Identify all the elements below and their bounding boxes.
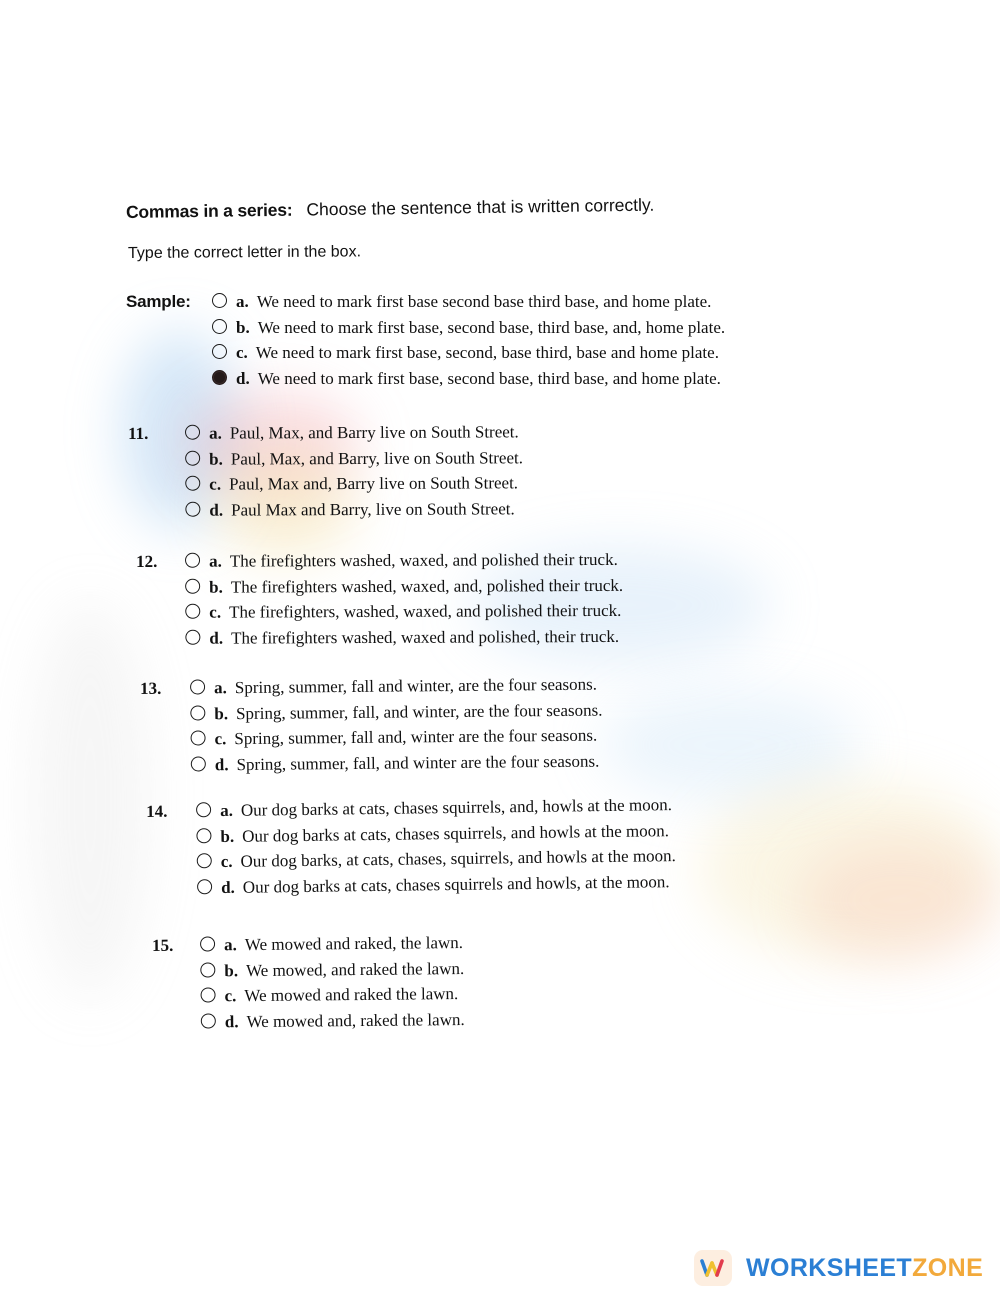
option-row[interactable] <box>185 448 523 475</box>
option-row[interactable] <box>191 751 603 780</box>
radio-button[interactable] <box>185 578 200 593</box>
option-text: The firefighters washed, waxed, and, polished their truck. <box>230 575 624 597</box>
option-row[interactable] <box>185 422 523 449</box>
worksheet-instruction: Choose the sentence that is written correctly. <box>306 194 655 220</box>
question-number: 14. <box>146 801 168 821</box>
option-letter: a. <box>223 935 237 955</box>
option-letter: b. <box>209 577 223 597</box>
question-number: 11. <box>128 423 149 443</box>
radio-button[interactable] <box>200 962 215 977</box>
option-text: Spring, summer, fall, and winter, are the four seasons. <box>235 700 603 723</box>
question-number: 15. <box>152 935 174 955</box>
option-text: Paul, Max and, Barry live on South Street. <box>229 473 519 494</box>
radio-button[interactable] <box>212 293 227 308</box>
option-letter: b. <box>220 826 235 846</box>
brand-primary-text: WORKSHEET <box>746 1253 913 1282</box>
option-letter: d. <box>236 368 250 388</box>
option-letter: b. <box>236 317 250 337</box>
worksheetzone-logo-icon <box>694 1250 732 1286</box>
option-text: Paul, Max, and Barry, live on South Street. <box>230 447 524 469</box>
radio-button[interactable] <box>196 802 211 817</box>
option-letter: a. <box>213 678 227 698</box>
question-number: 13. <box>140 678 162 698</box>
sample-options-list <box>212 292 725 394</box>
option-row[interactable] <box>200 959 464 987</box>
worksheet-header <box>126 195 655 223</box>
option-letter: a. <box>236 292 249 311</box>
sample-label: Sample: <box>126 292 191 311</box>
options-list <box>196 795 676 903</box>
worksheetzone-branding <box>694 1250 983 1286</box>
radio-button[interactable] <box>200 987 215 1002</box>
option-row[interactable] <box>185 499 523 526</box>
question-number: 12. <box>136 551 158 571</box>
option-letter: d. <box>224 1011 239 1031</box>
option-row[interactable] <box>212 343 725 369</box>
worksheetzone-wordmark <box>746 1254 983 1283</box>
radio-button[interactable] <box>191 756 206 771</box>
option-row[interactable] <box>185 550 623 577</box>
radio-button[interactable] <box>212 344 227 359</box>
option-text: The firefighters, washed, waxed, and polished their truck. <box>229 600 622 622</box>
option-text: Paul Max and Barry, live on South Street. <box>231 498 515 520</box>
option-row[interactable] <box>185 601 623 628</box>
option-row[interactable] <box>200 984 464 1012</box>
option-letter: b. <box>224 960 239 980</box>
option-letter: d. <box>209 500 224 520</box>
option-text: The firefighters washed, waxed, and polished their truck. <box>229 549 618 571</box>
option-row[interactable] <box>190 726 602 755</box>
option-letter: c. <box>209 602 222 622</box>
option-letter: b. <box>209 449 223 469</box>
radio-button[interactable] <box>212 319 227 334</box>
option-letter: d. <box>214 754 229 774</box>
option-letter: a. <box>219 800 233 821</box>
options-list <box>190 675 603 781</box>
option-text: Our dog barks at cats, chases squirrels, and, howls at the moon. <box>240 795 673 820</box>
option-letter: a. <box>208 423 222 443</box>
radio-button[interactable] <box>185 553 200 568</box>
option-text: We mowed, and raked the lawn. <box>245 958 465 980</box>
option-text: We need to mark first base, second, base third, base and home plate. <box>255 343 719 362</box>
option-text: Paul, Max, and Barry live on South Street. <box>229 422 519 443</box>
option-letter: c. <box>209 474 222 494</box>
option-row[interactable] <box>197 872 676 904</box>
radio-button[interactable] <box>190 705 205 720</box>
option-row[interactable] <box>200 933 464 961</box>
radio-button[interactable] <box>185 476 200 491</box>
option-row[interactable] <box>190 700 602 729</box>
radio-button[interactable] <box>185 501 200 516</box>
radio-button[interactable] <box>185 604 200 619</box>
radio-button[interactable] <box>200 936 215 951</box>
option-text: Our dog barks at cats, chases squirrels and howls, at the moon. <box>242 871 670 897</box>
option-row[interactable] <box>185 575 623 602</box>
option-text: Our dog barks, at cats, chases, squirrels, and howls at the moon. <box>240 846 676 871</box>
options-list <box>200 933 465 1038</box>
option-letter: c. <box>220 851 233 872</box>
radio-button-selected[interactable] <box>212 370 227 385</box>
option-text: The firefighters washed, waxed and polished, their truck. <box>231 626 620 648</box>
worksheet-subinstruction: Type the correct letter in the box. <box>127 243 362 262</box>
option-letter: b. <box>214 703 229 723</box>
radio-button[interactable] <box>185 425 200 440</box>
option-text: We need to mark first base, second base, third base, and home plate. <box>257 368 721 388</box>
radio-button[interactable] <box>197 853 212 868</box>
radio-button[interactable] <box>190 730 205 745</box>
option-letter: d. <box>220 877 235 897</box>
radio-button[interactable] <box>185 629 200 644</box>
options-list <box>185 550 623 654</box>
option-text: We mowed and raked the lawn. <box>244 984 459 1006</box>
options-list <box>185 422 523 525</box>
option-text: We mowed and raked, the lawn. <box>244 933 464 955</box>
radio-button[interactable] <box>197 879 212 894</box>
option-text: Spring, summer, fall and, winter are the four seasons. <box>234 725 598 749</box>
option-row[interactable] <box>185 626 623 653</box>
option-letter: c. <box>214 729 227 749</box>
option-text: Our dog barks at cats, chases squirrels, and howls at the moon. <box>242 820 670 846</box>
option-text: Spring, summer, fall and winter, are the four seasons. <box>234 674 598 698</box>
option-letter: a. <box>208 551 222 571</box>
radio-button[interactable] <box>185 450 200 465</box>
radio-button[interactable] <box>196 828 211 843</box>
option-text: We need to mark first base second base third base, and home plate. <box>256 292 712 311</box>
radio-button[interactable] <box>201 1013 216 1028</box>
option-letter: c. <box>236 343 248 362</box>
page-title: Commas in a series: <box>125 199 293 222</box>
option-row[interactable] <box>212 292 725 318</box>
option-row[interactable] <box>201 1010 465 1038</box>
option-text: Spring, summer, fall, and winter are the four seasons. <box>236 751 600 774</box>
radio-button[interactable] <box>190 679 205 694</box>
option-letter: d. <box>209 628 224 648</box>
option-row[interactable] <box>185 473 523 500</box>
option-row[interactable] <box>190 675 602 704</box>
brand-secondary-text: ZONE <box>912 1253 984 1282</box>
option-row[interactable] <box>212 318 725 344</box>
option-text: We need to mark first base, second base, third base, and, home plate. <box>257 317 726 337</box>
option-letter: c. <box>224 986 237 1006</box>
option-row[interactable] <box>212 369 725 395</box>
option-text: We mowed and, raked the lawn. <box>246 1009 465 1031</box>
